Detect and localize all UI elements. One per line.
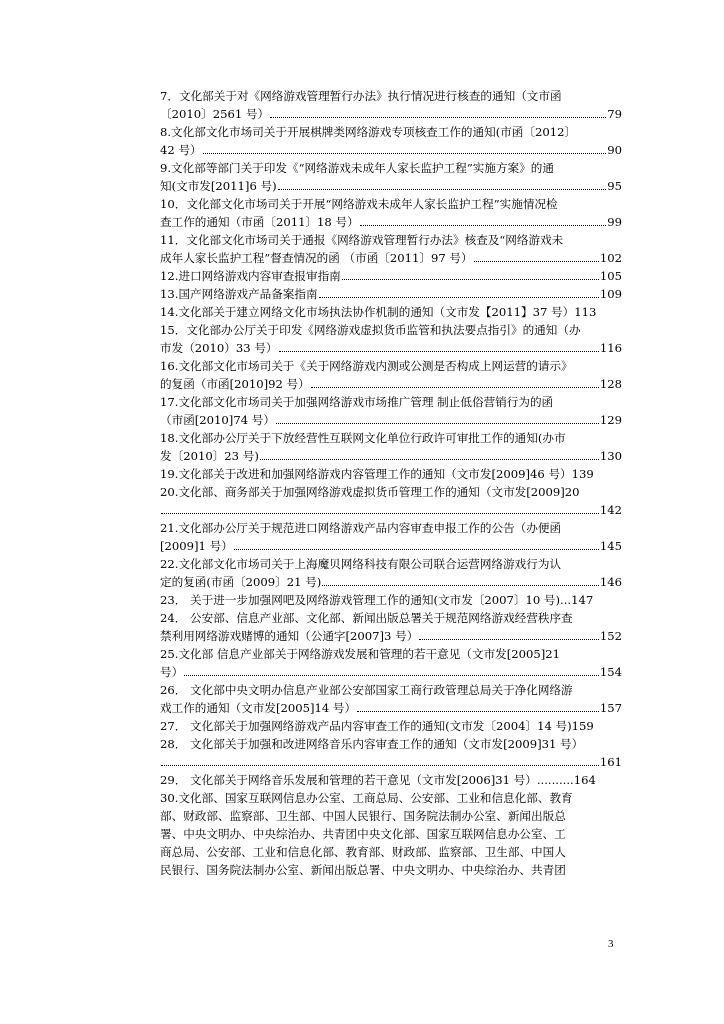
toc-entry-title: 市发（2010）33 号） <box>160 341 278 355</box>
toc-entry-page: 95 <box>607 179 622 193</box>
toc-entry-line <box>160 411 622 429</box>
toc-entry-title: 成年人家长监护工程”督查情况的函 （市函〔2011〕97 号） <box>160 251 473 265</box>
toc-entry-line <box>160 537 622 555</box>
toc-dot-leader <box>203 142 607 154</box>
toc-entry-line <box>160 753 622 771</box>
toc-entry-line: 部、财政部、监察部、卫生部、中国人民银行、国务院法制办公室、新闻出版总 <box>160 809 566 823</box>
toc-entry-title: 发〔2010〕23 号) <box>160 449 259 463</box>
toc-entry-title: 42 号） <box>160 143 202 157</box>
toc-entry-title: 知(文市发[2011]6 号) <box>160 179 277 193</box>
toc-entry-title: 的复函（市函[2010]92 号） <box>160 377 310 391</box>
toc-entry-page: 152 <box>599 629 622 643</box>
toc-entry-title: 戏工作的通知（文市发[2005]14 号） <box>160 701 357 715</box>
toc-entry-line <box>160 699 622 717</box>
toc-entry-line: 27． 文化部关于加强网络游戏产品内容审查工作的通知(文市发〔2004〕14 号)159 <box>160 719 594 733</box>
toc-entry-line <box>160 339 622 357</box>
toc-dot-leader <box>357 700 599 712</box>
toc-entry-page: 90 <box>607 143 622 157</box>
toc-entry-page: 154 <box>599 665 622 679</box>
toc-dot-leader <box>161 502 599 514</box>
toc-entry-line: 26． 文化部中央文明办信息产业部公安部国家工商行政管理总局关于净化网络游 <box>160 683 573 697</box>
toc-entry-line: 19.文化部关于改进和加强网络游戏内容管理工作的通知（文市发[2009]46 号）139 <box>160 467 594 481</box>
toc-entry-page: 145 <box>599 539 622 553</box>
toc-entry-title: 〔2010〕2561 号） <box>160 107 270 121</box>
toc-entry-page: 109 <box>599 287 622 301</box>
toc-entry-title: （市函[2010]74 号） <box>160 413 275 427</box>
toc-dot-leader <box>234 538 599 550</box>
toc-entry-line: 25.文化部 信息产业部关于网络游戏发展和管理的若干意见（文市发[2005]21 <box>160 647 561 661</box>
toc-entry-line: 商总局、公安部、工业和信息化部、教育部、财政部、监察部、卫生部、中国人 <box>160 845 566 859</box>
toc-dot-leader <box>161 754 599 766</box>
toc-entry-line: 23． 关于进一步加强网吧及网络游戏管理工作的通知(文市发〔2007〕10 号)...147 <box>160 593 594 607</box>
toc-entry-line: 29． 文化部关于网络音乐发展和管理的若干意见（文市发[2006]31 号）..........164 <box>160 773 596 787</box>
toc-entry-title: 12.进口网络游戏内容审查报审指南 <box>160 269 341 283</box>
toc-entry-line: 8.文化部文化市场司关于开展棋牌类网络游戏专项核查工作的通知(市函〔2012〕 <box>160 125 577 139</box>
toc-entry-line <box>160 501 622 519</box>
toc-entry-line: 14.文化部关于建立网络文化市场执法协作机制的通知（文市发【2011】37 号）113 <box>160 305 597 319</box>
toc-entry-line: 10．文化部文化市场司关于开展“网络游戏未成年人家长监护工程”实施情况检 <box>160 197 558 211</box>
toc-dot-leader <box>270 106 606 118</box>
toc-entry-page: 102 <box>599 251 622 265</box>
toc-entry-title: 号） <box>160 665 184 679</box>
toc-entry-line <box>160 141 622 159</box>
toc-entry-page: 79 <box>607 107 622 121</box>
toc-entry-line: 9.文化部等部门关于印发《“网络游戏未成年人家长监护工程”实施方案》的通 <box>160 161 554 175</box>
toc-entry-line: 22.文化部文化市场司关于上海魔贝网络科技有限公司联合运营网络游戏行为认 <box>160 557 562 571</box>
toc-entry-page: 130 <box>599 449 622 463</box>
toc-entry-line: 21.文化部办公厅关于规范进口网络游戏产品内容审查申报工作的公告（办便函 <box>160 521 562 535</box>
toc-entry-line <box>160 177 622 195</box>
toc-entry-line: 18.文化部办公厅关于下放经营性互联网文化单位行政许可审批工作的通知(办市 <box>160 431 566 445</box>
toc-dot-leader <box>360 214 607 226</box>
toc-entry-title: 查工作的通知（市函〔2011〕18 号） <box>160 215 359 229</box>
page-number: 3 <box>608 938 614 950</box>
toc-entry-line: 28． 文化部关于加强和改进网络音乐内容审查工作的通知（文市发[2009]31 号） <box>160 737 584 751</box>
toc-entry-line: 24． 公安部、信息产业部、文化部、新闻出版总署关于规范网络游戏经营秩序查 <box>160 611 573 625</box>
toc-dot-leader <box>184 664 599 676</box>
toc-dot-leader <box>276 412 599 424</box>
toc-dot-leader <box>278 178 607 190</box>
toc-entry-page: 142 <box>599 503 622 517</box>
toc-entry-line <box>160 213 622 231</box>
toc-entry-title: 禁利用网络游戏赌博的通知（公通字[2007]3 号） <box>160 629 419 643</box>
toc-dot-leader <box>342 268 599 280</box>
toc-entry-line: 署、中央文明办、中央综治办、共青团中央文化部、国家互联网信息办公室、工 <box>160 827 566 841</box>
toc-entry-line <box>160 663 622 681</box>
toc-entry-line: 17.文化部文化市场司关于加强网络游戏市场推广管理 制止低俗营销行为的函 <box>160 395 554 409</box>
toc-entry-line: 30.文化部、国家互联网信息办公室、工商总局、公安部、工业和信息化部、教育 <box>160 791 573 805</box>
toc-entry-title: [2009]1 号） <box>160 539 233 553</box>
toc-dot-leader <box>419 628 599 640</box>
toc-entry-page: 129 <box>599 413 622 427</box>
toc-dot-leader <box>319 286 599 298</box>
toc-entry-line: 民银行、国务院法制办公室、新闻出版总署、中央文明办、中央综治办、共青团 <box>160 863 566 877</box>
toc-dot-leader <box>279 340 599 352</box>
toc-entry-line: 7．文化部关于对《网络游戏管理暂行办法》执行情况进行核查的通知（文市函 <box>160 89 562 103</box>
toc-entry-line: 11．文化部文化市场司关于通报《网络游戏管理暂行办法》核查及“网络游戏未 <box>160 233 564 247</box>
toc-entry-line <box>160 285 622 303</box>
toc-entry-line: 15．文化部办公厅关于印发《网络游戏虚拟货币监管和执法要点指引》的通知（办 <box>160 323 581 337</box>
toc-entry-page: 161 <box>599 755 622 769</box>
toc-entry-page: 157 <box>599 701 622 715</box>
toc-dot-leader <box>311 376 599 388</box>
toc-entry-line <box>160 249 622 267</box>
toc-entry-line <box>160 627 622 645</box>
toc-dot-leader <box>260 448 599 460</box>
toc-entry-line <box>160 375 622 393</box>
toc-entry-page: 99 <box>607 215 622 229</box>
toc-entry-line: 20.文化部、商务部关于加强网络游戏虚拟货币管理工作的通知（文市发[2009]20 <box>160 485 580 499</box>
toc-entry-title: 13.国产网络游戏产品备案指南 <box>160 287 318 301</box>
toc-entry-line <box>160 267 622 285</box>
toc-dot-leader <box>474 250 599 262</box>
toc-entry-page: 128 <box>599 377 622 391</box>
toc-entry-page: 105 <box>599 269 622 283</box>
toc-dot-leader <box>322 574 599 586</box>
toc-entry-line <box>160 573 622 591</box>
toc-entry-page: 116 <box>599 341 622 355</box>
toc-entry-title: 定的复函(市函〔2009〕21 号) <box>160 575 322 589</box>
toc-entry-line <box>160 105 622 123</box>
toc-entry-page: 146 <box>599 575 622 589</box>
toc-entry-line: 16.文化部文化市场司关于《关于网络游戏内测或公测是否构成上网运营的请示》 <box>160 359 573 373</box>
toc-entry-line <box>160 447 622 465</box>
table-of-contents <box>160 87 622 879</box>
